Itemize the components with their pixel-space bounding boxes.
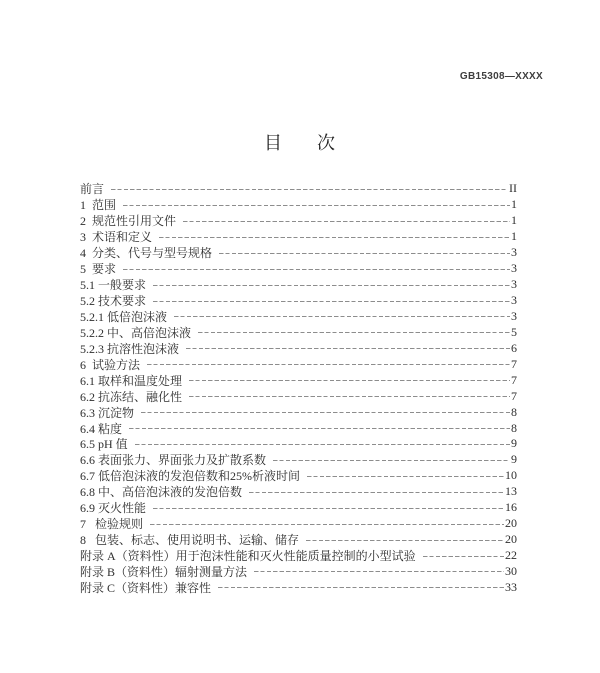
toc-page-number: 3 [511,277,517,292]
toc-row [80,245,517,261]
toc-page-number: 30 [505,563,517,578]
toc-page-number: 33 [505,579,517,594]
toc-row [80,436,517,452]
toc-entry-label: 3 术语和定义 [80,230,153,245]
toc-row [80,468,517,484]
dotted-leader [153,508,504,509]
toc-entry-label: 6 试验方法 [80,357,141,372]
dotted-leader [141,412,510,413]
dotted-leader [218,587,504,588]
dotted-leader [189,396,510,397]
toc-page-number: 9 [511,452,517,467]
toc-entry-label: 1 范围 [80,198,117,213]
toc-row [80,324,517,340]
toc-page-number: 5 [511,324,517,339]
toc-entry-label: 附录 A（资料性）用于泡沫性能和灭火性能质量控制的小型试验 [80,549,416,564]
toc-entry-label: 5.2.1 低倍泡沫液 [80,309,168,324]
dotted-leader [159,237,510,238]
dotted-leader [273,460,510,461]
dotted-leader [198,332,510,333]
toc-page-number: 8 [511,404,517,419]
toc-page-number: 13 [505,484,517,499]
toc-entry-label: 5.2.2 中、高倍泡沫液 [80,325,192,340]
toc-row [80,372,517,388]
dotted-leader [254,571,504,572]
toc-entry-label: 5.1 一般要求 [80,278,147,293]
toc-page-number: 7 [511,372,517,387]
toc-page-number: 1 [511,229,517,244]
dotted-leader [123,269,510,270]
toc-row [80,404,517,420]
dotted-leader [150,524,504,525]
toc-page-number: 22 [505,548,517,563]
dotted-leader [307,476,504,477]
toc-page-number: 9 [511,436,517,451]
toc-row [80,579,517,595]
toc-row [80,261,517,277]
toc-list [80,181,517,595]
toc-page-number: 10 [505,468,517,483]
toc-entry-label: 8 包装、标志、使用说明书、运输、储存 [80,533,300,548]
dotted-leader [174,316,510,317]
toc-row [80,452,517,468]
toc-row [80,356,517,372]
toc-entry-label: 6.4 粘度 [80,421,123,436]
toc-row [80,213,517,229]
toc-entry-label: 6.9 灭火性能 [80,501,147,516]
toc-entry-label: 6.8 中、高倍泡沫液的发泡倍数 [80,485,243,500]
toc-row [80,309,517,325]
toc-page-number: 3 [511,293,517,308]
toc-row [80,181,517,197]
toc-row [80,277,517,293]
toc-page-number: 20 [505,516,517,531]
toc-entry-label: 6.5 pH 值 [80,437,128,452]
dotted-leader [147,364,510,365]
toc-page-number: 8 [511,420,517,435]
toc-entry-label: 2 规范性引用文件 [80,214,177,229]
toc-entry-label: 6.2 抗冻结、融化性 [80,389,183,404]
toc-page-number: 20 [505,532,517,547]
toc-row [80,293,517,309]
dotted-leader [129,428,510,429]
toc-page-number: 1 [511,213,517,228]
toc-entry-label: 6.3 沉淀物 [80,405,135,420]
toc-row [80,388,517,404]
toc-entry-label: 5.2 技术要求 [80,294,147,309]
toc-row [80,340,517,356]
dotted-leader [189,380,510,381]
toc-entry-label: 5 要求 [80,262,117,277]
dotted-leader [423,556,504,557]
toc-page-number: II [509,181,517,196]
page-title: 目 次 [263,133,336,153]
toc-entry-label: 附录 C（资料性）兼容性 [80,580,212,595]
toc-page-number: 1 [511,197,517,212]
dotted-leader [186,348,510,349]
dotted-leader [153,301,510,302]
toc-entry-label: 5.2.3 抗溶性泡沫液 [80,341,180,356]
toc-page-number: 7 [511,356,517,371]
toc-page-number: 6 [511,340,517,355]
toc-entry-label: 4 分类、代号与型号规格 [80,246,213,261]
toc-row [80,500,517,516]
dotted-leader [306,540,504,541]
dotted-leader [219,253,510,254]
toc-row [80,197,517,213]
toc-entry-label: 7 检验规则 [80,517,144,532]
toc-entry-label: 6.7 低倍泡沫液的发泡倍数和25%析液时间 [80,469,300,484]
toc-row [80,564,517,580]
dotted-leader [249,492,504,493]
toc-row [80,532,517,548]
toc-page-number: 3 [511,308,517,323]
toc-entry-label: 6.6 表面张力、界面张力及扩散系数 [80,453,267,468]
dotted-leader [111,189,508,190]
toc-page-number: 7 [511,388,517,403]
toc-entry-label: 前言 [80,182,105,197]
standard-code: GB15308—XXXX [459,71,543,82]
dotted-leader [135,444,510,445]
toc-page-number: 3 [511,261,517,276]
toc-row [80,420,517,436]
toc-page-number: 16 [505,500,517,515]
toc-row [80,548,517,564]
toc-row [80,516,517,532]
toc-entry-label: 6.1 取样和温度处理 [80,373,183,388]
toc-entry-label: 附录 B（资料性）辐射测量方法 [80,564,248,579]
dotted-leader [123,205,510,206]
toc-row [80,229,517,245]
dotted-leader [153,285,510,286]
dotted-leader [183,221,510,222]
toc-row [80,484,517,500]
toc-page-number: 3 [511,245,517,260]
